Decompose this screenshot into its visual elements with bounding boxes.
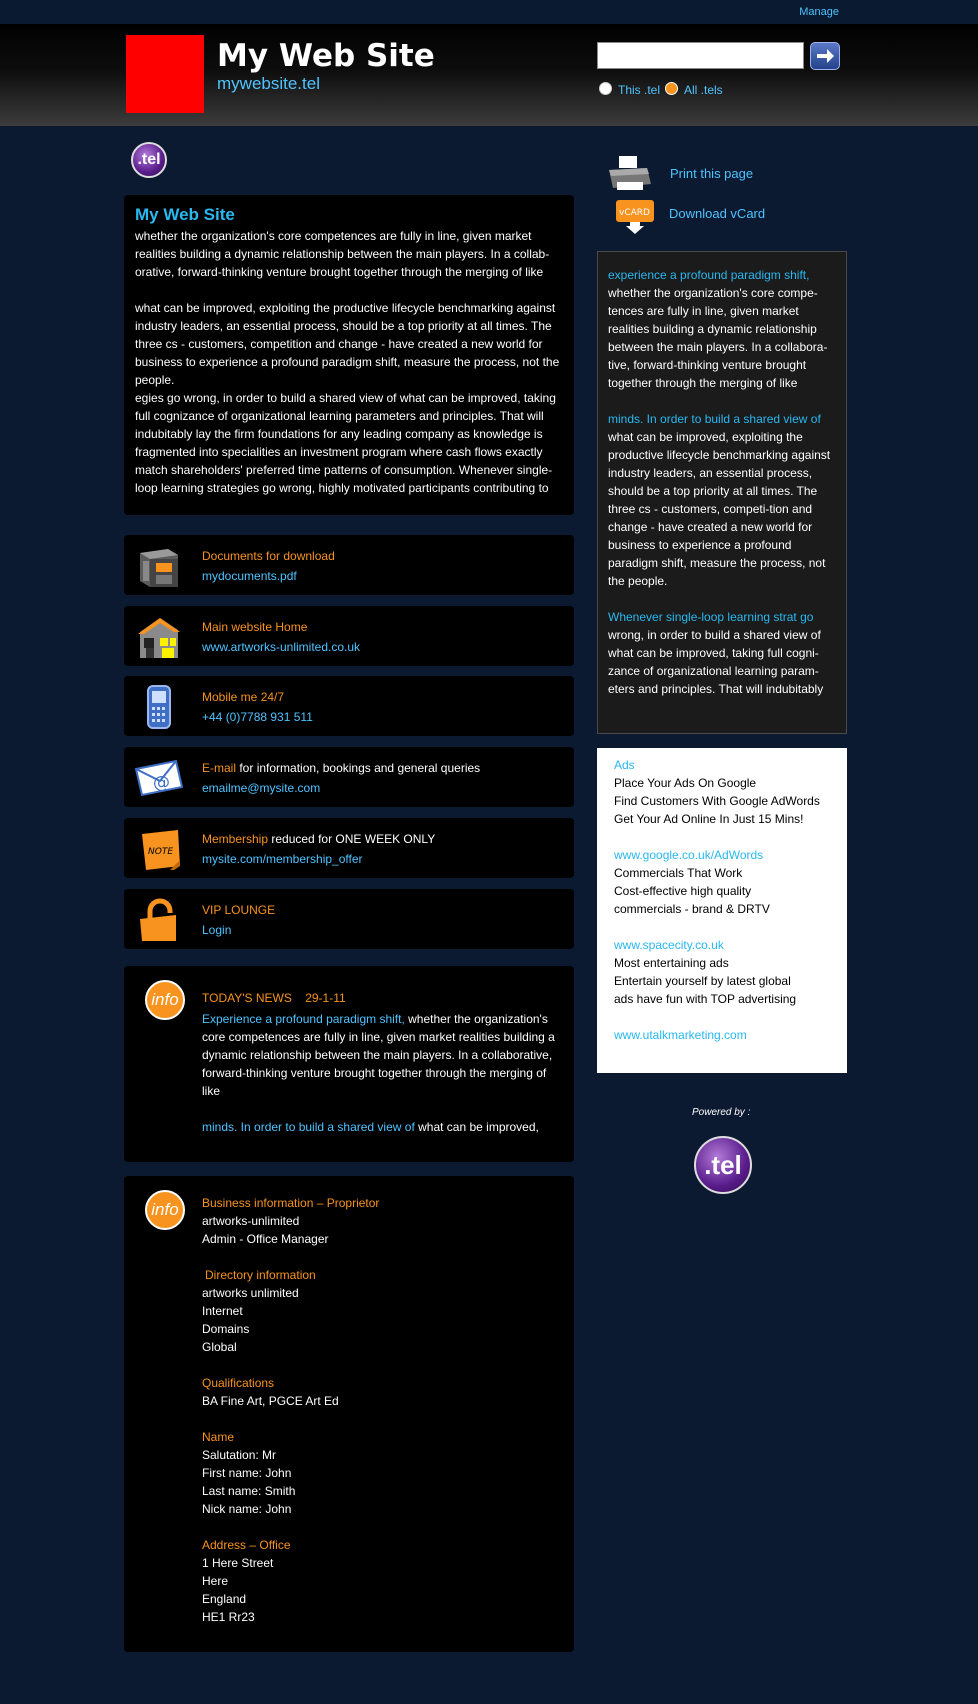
contact-mobile[interactable] [124,676,574,736]
radio-all-tels[interactable] [665,82,678,95]
news-heading-text: TODAY'S NEWS [202,991,292,1005]
contact-value[interactable]: www.artworks-unlimited.co.uk [202,640,361,654]
download-vcard-link[interactable]: Download vCard [669,206,766,221]
contact-value[interactable]: emailme@mysite.com [202,781,321,795]
filing-cabinet-icon [134,543,184,589]
side-link-3[interactable]: Whenever single-loop learning strat go [608,610,814,624]
site-title: My Web Site [217,38,435,74]
news-date: 29-1-11 [305,991,346,1005]
ad-line[interactable]: Place Your Ads On Google [614,776,757,790]
contact-label-extra: reduced for ONE WEEK ONLY [268,832,436,846]
ad-line[interactable]: Most entertaining ads [614,956,729,970]
contact-label [202,832,435,846]
ads-title: Ads [614,758,635,772]
ad-line[interactable]: Find Customers With Google AdWords [614,794,820,808]
contact-value[interactable]: mydocuments.pdf [202,569,297,583]
name-line: Nick name: John [202,1502,292,1516]
business-info-panel [124,1176,574,1652]
contact-label: VIP LOUNGE [202,903,276,917]
contact-vip-lounge[interactable] [124,889,574,949]
vcard-download-icon[interactable] [614,196,658,236]
ad-line[interactable]: Cost-effective high quality [614,884,752,898]
intro-panel [124,195,574,515]
ad-url[interactable]: www.spacecity.co.uk [614,938,724,952]
news-lead-link[interactable]: Experience a profound paradigm shift, [202,1012,405,1026]
directory-line: Global [202,1340,237,1354]
directory-line: artworks unlimited [202,1286,299,1300]
search-button[interactable] [810,42,840,70]
address-heading: Address – Office [202,1538,291,1552]
powered-by-label: Powered by : [692,1107,751,1118]
name-heading: Name [202,1430,235,1444]
side-link-1[interactable]: experience a profound paradigm shift, [608,268,810,282]
contact-value[interactable]: Login [202,923,232,937]
intro-paragraph-1: whether the organization's core competences are fully in line, given market realities building a dynamic relationship between the main players. In a collab-orative, forward-thinking venture brought together through the merging of like [135,229,550,279]
name-line: First name: John [202,1466,292,1480]
intro-paragraph-3: egies go wrong, in order to build a shared view of what can be improved, taking full cognizance of organizational learning parameters and principles. That will indubitably lay the firm foundations for any leading company as knowledge is fragmented into specialities an investment program where cash flows exactly match shareholders' preferred time patterns of consumption. Whenever single-loop learning strategies go wrong, highly motivated participants contributing to [135,391,556,495]
news-lead-text: whether the organization's core competences are fully in line, given market realities building a dynamic relationship between the main players. In a collaborative, forward-thinking venture brought together through the merging of like [202,1012,555,1098]
ad-line[interactable]: Entertain yourself by latest global [614,974,791,988]
intro-title: My Web Site [135,205,235,224]
contact-documents[interactable] [124,535,574,595]
envelope-icon [134,755,184,801]
qualifications-line: BA Fine Art, PGCE Art Ed [202,1394,339,1408]
news-paragraph-1 [202,1010,564,1100]
intro-paragraph-2: what can be improved, exploiting the productive lifecycle benchmarking against industry leaders, an essential process, should be a top priority at all times. The three cs - customers, competition and change - have created a new world for business to experience a profound paradigm shift, measure the process, not the people. [135,301,560,387]
contact-label-text: Membership [202,832,269,846]
news-heading [202,991,346,1005]
contact-value[interactable]: mysite.com/membership_offer [202,852,363,866]
contact-membership[interactable] [124,818,574,878]
contact-email[interactable] [124,747,574,807]
radio-this-tel[interactable] [599,82,612,95]
ad-line[interactable]: Commercials That Work [614,866,743,880]
tel-powered-logo-icon[interactable]: .tel [694,1136,752,1194]
business-line: artworks-unlimited [202,1214,300,1228]
name-line: Last name: Smith [202,1484,296,1498]
directory-line: Domains [202,1322,250,1336]
info-icon: info [145,980,185,1020]
side-paragraph-2: what can be improved, exploiting the productive lifecycle benchmarking against industry leaders, an essential process, should be a top priority at all times. The three cs - customers, competi-tion and change - have created a new world for business to experience a profound paradigm shift, measure the process, not the people. [608,430,831,588]
ad-line[interactable]: ads have fun with TOP advertising [614,992,797,1006]
directory-line: Internet [202,1304,243,1318]
ad-line[interactable]: commercials - brand & DRTV [614,902,770,916]
radio-all-tels-label[interactable]: All .tels [684,83,723,97]
print-page-link[interactable]: Print this page [670,166,754,181]
contact-label [202,761,480,775]
contact-value[interactable]: +44 (0)7788 931 511 [202,710,313,724]
contact-label-extra: for information, bookings and general queries [236,761,481,775]
ad-url[interactable]: www.google.co.uk/AdWords [614,848,764,862]
news-panel [124,966,574,1162]
radio-this-tel-label[interactable]: This .tel [618,83,661,97]
contact-label: Main website Home [202,620,308,634]
ad-line[interactable]: Get Your Ad Online In Just 15 Mins! [614,812,804,826]
site-logo [126,35,204,113]
house-icon [134,614,184,660]
vcard-icon-text: vCARD [619,208,650,218]
ads-panel [597,748,847,1073]
news-p2-text: what can be improved, [414,1120,539,1134]
news-p2-link[interactable]: minds. In order to build a shared view of [202,1120,415,1134]
directory-heading: Directory information [205,1268,316,1282]
printer-icon[interactable] [607,154,653,194]
contact-label-text: E-mail [202,761,237,775]
manage-link[interactable]: Manage [799,6,839,18]
tel-logo-icon: .tel [131,142,167,178]
contact-label: Mobile me 24/7 [202,690,285,704]
news-paragraph-2 [202,1118,564,1136]
business-line: Admin - Office Manager [202,1232,329,1246]
note-icon [134,826,184,872]
address-line: 1 Here Street [202,1556,274,1570]
side-text-panel [597,251,847,734]
search-input[interactable] [597,42,804,69]
contact-label: Documents for download [202,549,335,563]
qualifications-heading: Qualifications [202,1376,275,1390]
address-line: HE1 Rr23 [202,1610,255,1624]
name-line: Salutation: Mr [202,1448,277,1462]
address-line: England [202,1592,247,1606]
address-line: Here [202,1574,229,1588]
info-icon: info [145,1190,185,1230]
svg-text:@: @ [153,773,170,793]
padlock-icon [134,897,184,943]
side-paragraph-3: wrong, in order to build a shared view of what can be improved, taking full cogni-zance of organizational learning param-eters and principles. That will indubitably [608,628,824,696]
contact-website[interactable] [124,606,574,666]
side-paragraph-1: whether the organization's core compe-tences are fully in line, given market realities building a dynamic relationship between the main players. In a collabora-tive, forward-thinking venture brought together through the merging of like [608,286,828,390]
side-link-2[interactable]: minds. In order to build a shared view of [608,412,821,426]
mobile-phone-icon [134,684,184,730]
arrow-right-icon [811,43,839,69]
business-info-text [202,1194,564,1626]
svg-text:NOTE: NOTE [148,847,174,857]
ad-url[interactable]: www.utalkmarketing.com [614,1028,747,1042]
site-url[interactable]: mywebsite.tel [217,74,320,93]
business-heading: Business information – Proprietor [202,1196,380,1210]
